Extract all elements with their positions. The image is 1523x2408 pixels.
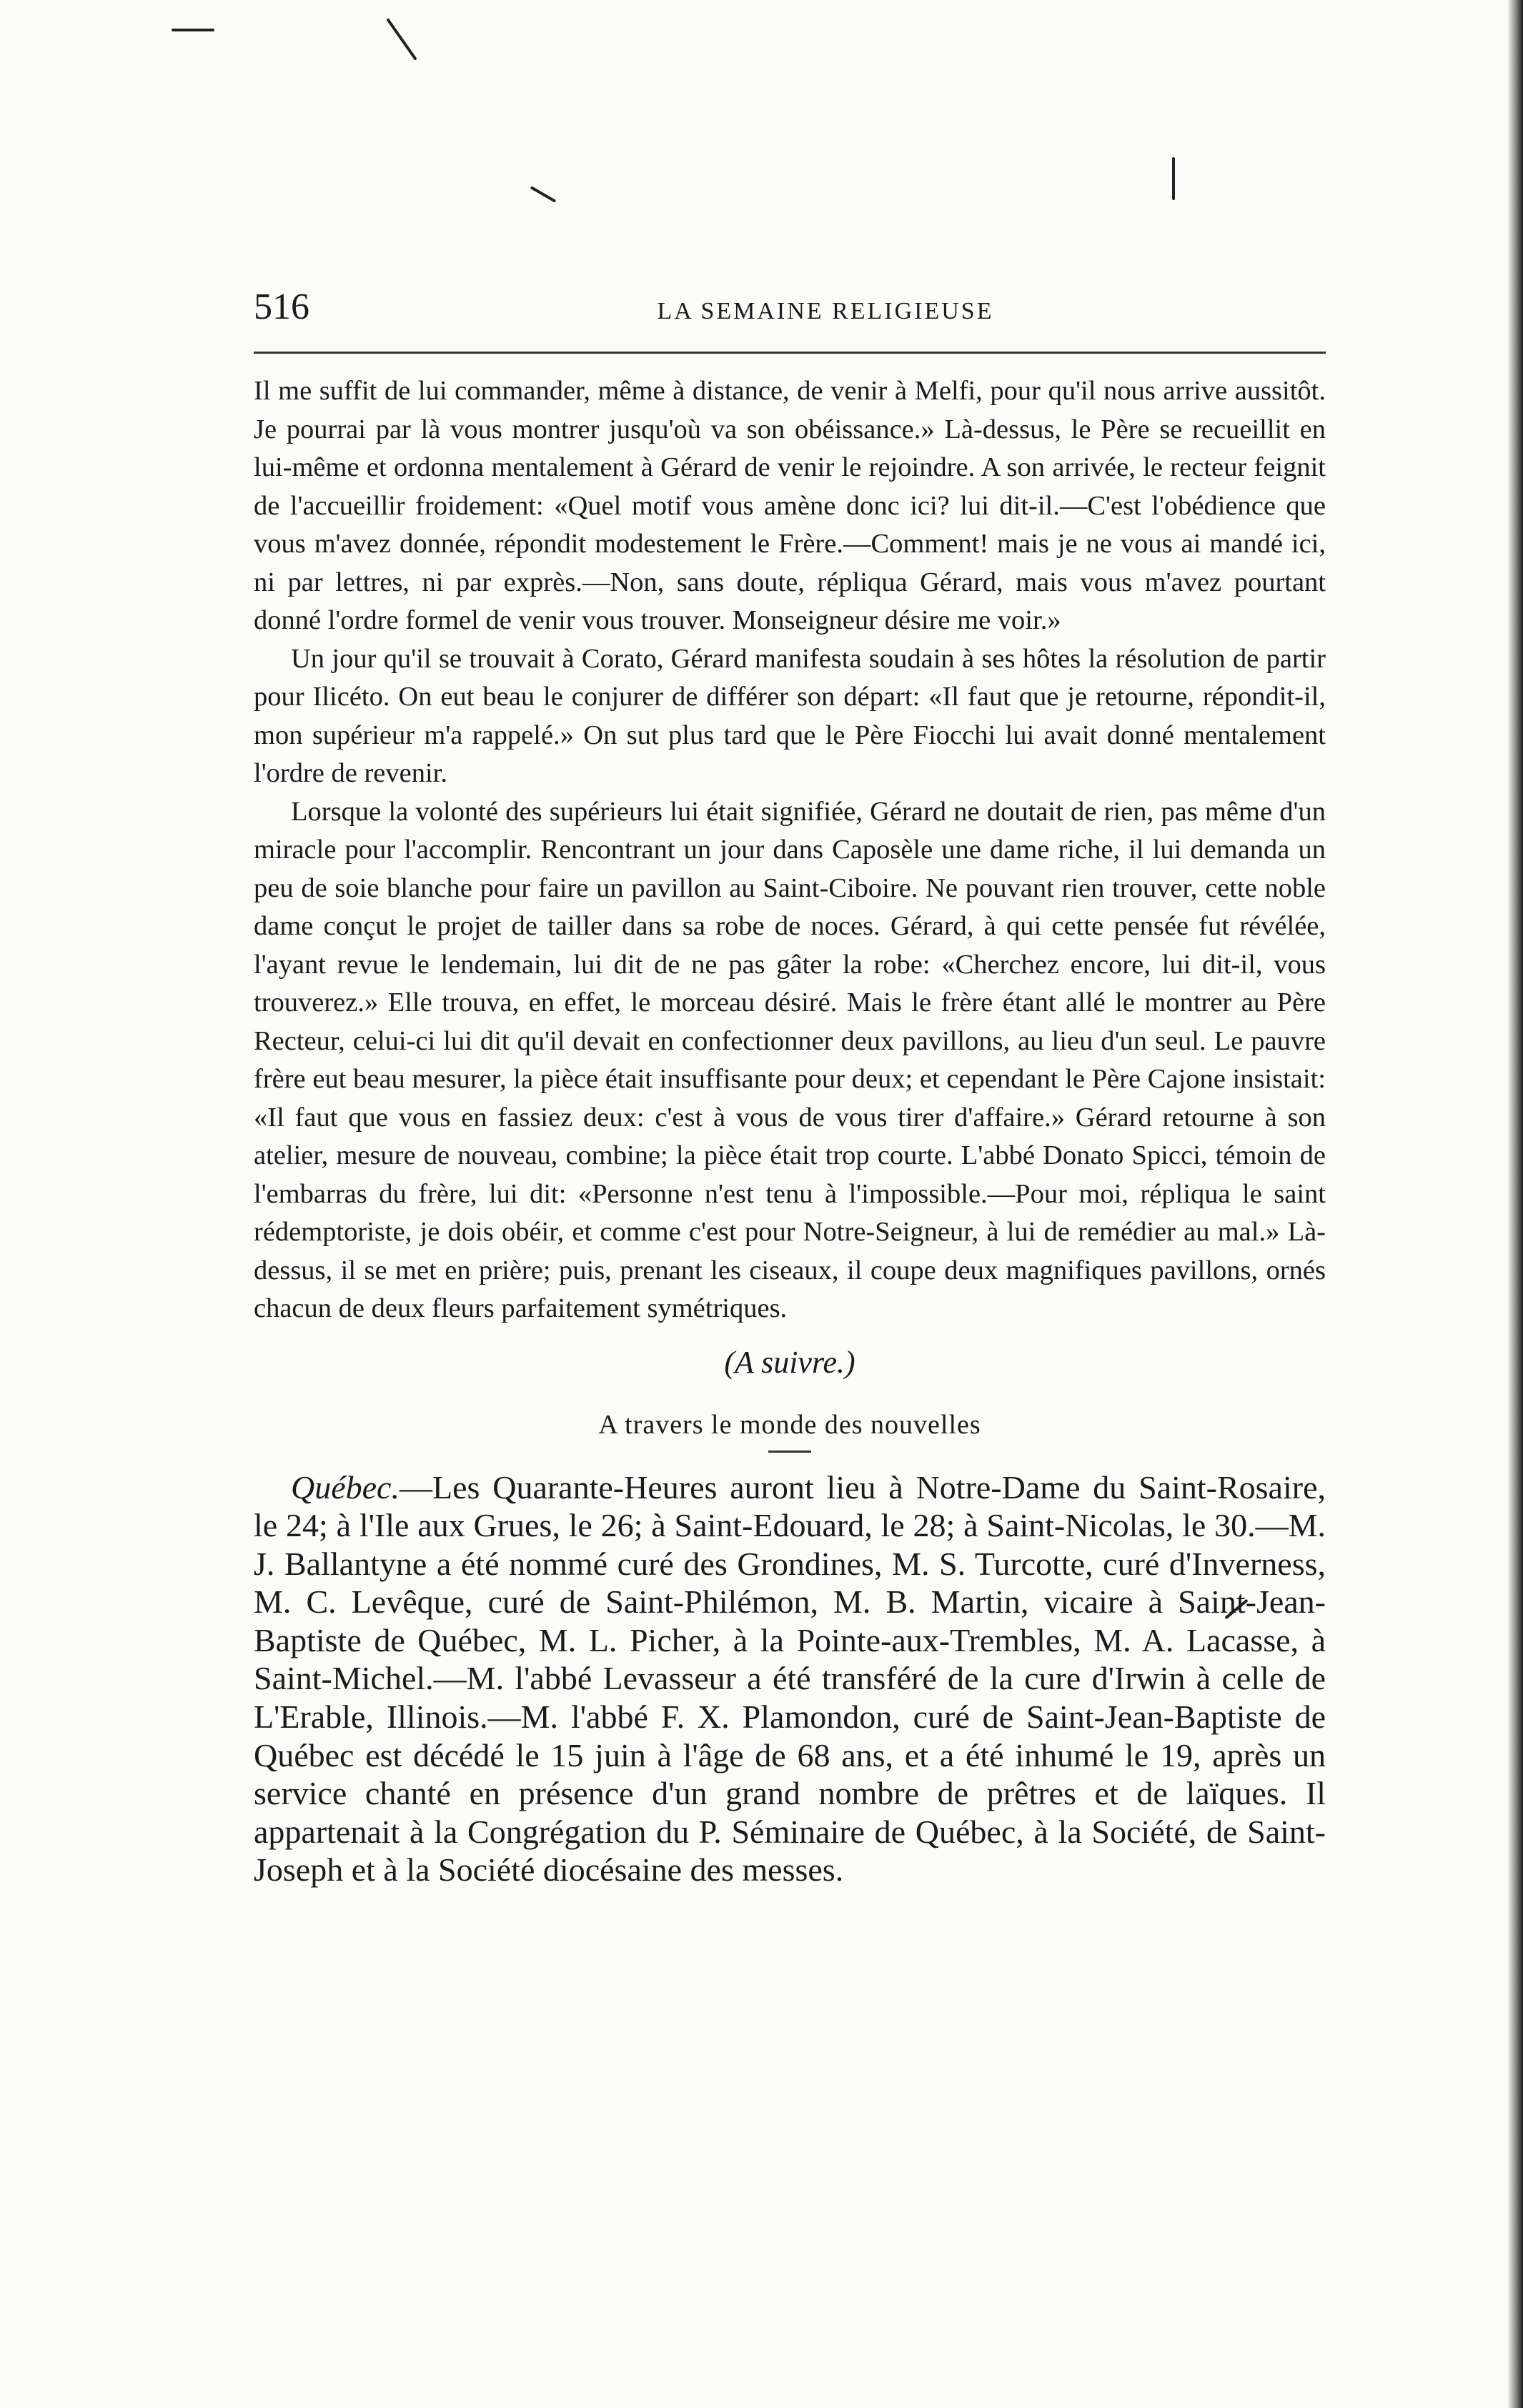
news-section-title: A travers le monde des nouvelles xyxy=(598,1409,981,1440)
section-divider xyxy=(768,1451,811,1453)
scan-right-edge xyxy=(1507,0,1523,2408)
news-paragraph xyxy=(254,1468,1326,1890)
to-be-continued: (A suivre.) xyxy=(724,1344,855,1380)
document-page xyxy=(254,286,1326,1889)
scan-mark xyxy=(386,18,417,61)
scan-mark xyxy=(172,29,214,31)
running-title: LA SEMAINE RELIGIEUSE xyxy=(657,298,994,324)
page-number: 516 xyxy=(254,287,309,327)
paragraph: Il me suffit de lui commander, même à distance, de venir à Melfi, pour qu'il nous arrive aussitôt. Je pourrai par là vous montrer jusqu'où va son obéissance.» Là-dessus, le Père se recueillit en lui-même et ordonna mentalement à Gérard de venir le rejoindre. A son arrivée, le recteur feignit de l'accueillir froidement: «Quel motif vous amène donc ici? lui dit-il.—C'est l'obédience que vous m'avez donnée, répondit modestement le Frère.—Comment! mais je ne vous ai mandé ici, ni par lettres, ni par exprès.—Non, sans doute, répliqua Gérard, mais vous m'avez pourtant donné l'ordre formel de venir vous trouver. Monseigneur désire me voir.» xyxy=(254,376,1326,635)
news-text: —Les Quarante-Heures auront lieu à Notre-Dame du Saint-Rosaire, le 24; à l'Ile aux Grues, le 26; à Saint-Edouard, le 28; à Saint-Nicolas, le 30.—M. J. Ballantyne a été nommé curé des Grondines, M. S. Turcotte, curé d'Inverness, M. C. Levêque, curé de Saint-Philémon, M. B. Martin, vicaire à Saint-Jean-Baptiste de Québec, M. L. Picher, à la Pointe-aux-Trembles, M. A. Lacasse, à Saint-Michel.—M. l'abbé Levasseur a été transféré de la cure d'Irwin à celle de L'Erable, Illinois.—M. l'abbé F. X. Plamondon, curé de Saint-Jean-Baptiste de Québec est décédé le 15 juin à l'âge de 68 ans, et a été inhumé le 19, après un service chanté en présence d'un grand nombre de prêtres et de laïques. Il appartenait à la Congrégation du P. Séminaire de Québec, à la Société, de Saint-Joseph et à la Société diocésaine des messes. xyxy=(254,1468,1326,1889)
paragraph: Lorsque la volonté des supérieurs lui était signifiée, Gérard ne doutait de rien, pas même d'un miracle pour l'accomplir. Rencontrant un jour dans Caposèle une dame riche, il lui demanda un peu de soie blanche pour faire un pavillon au Saint-Ciboire. Ne pouvant rien trouver, cette noble dame conçut le projet de tailler dans sa robe de noces. Gérard, à qui cette pensée fut révélée, l'ayant revue le lendemain, lui dit de ne pas gâter la robe: «Cherchez encore, lui dit-il, vous trouverez.» Elle trouva, en effet, le morceau désiré. Mais le frère étant allé le montrer au Père Recteur, celui-ci lui dit qu'il devait en confectionner deux pavillons, au lieu d'un seul. Le pauvre frère eut beau mesurer, la pièce était insuffisante pour deux; et cependant le Père Cajone insistait: «Il faut que vous en fassiez deux: c'est à vous de vous tirer d'affaire.» Gérard retourne à son atelier, mesure de nouveau, combine; la pièce était trop courte. L'abbé Donato Spicci, témoin de l'embarras du frère, lui dit: «Personne n'est tenu à l'impossible.—Pour moi, répliqua le saint rédemptoriste, je dois obéir, et comme c'est pour Notre-Seigneur, à lui de remédier au mal.» Là-dessus, il se met en prière; puis, prenant les ciseaux, il coupe deux magnifiques pavillons, ornés chacun de deux fleurs parfaitement symétriques. xyxy=(254,796,1326,1323)
news-place: Québec. xyxy=(291,1468,400,1506)
scan-mark xyxy=(1172,157,1175,200)
scan-mark xyxy=(530,186,557,202)
page-header xyxy=(254,286,1326,354)
paragraph: Un jour qu'il se trouvait à Corato, Gérard manifesta soudain à ses hôtes la résolution de partir pour Ilicéto. On eut beau le conjurer de différer son départ: «Il faut que je retourne, répondit-il, mon supérieur m'a rappelé.» On sut plus tard que le Père Fiocchi lui avait donné mentalement l'ordre de revenir. xyxy=(254,643,1326,788)
